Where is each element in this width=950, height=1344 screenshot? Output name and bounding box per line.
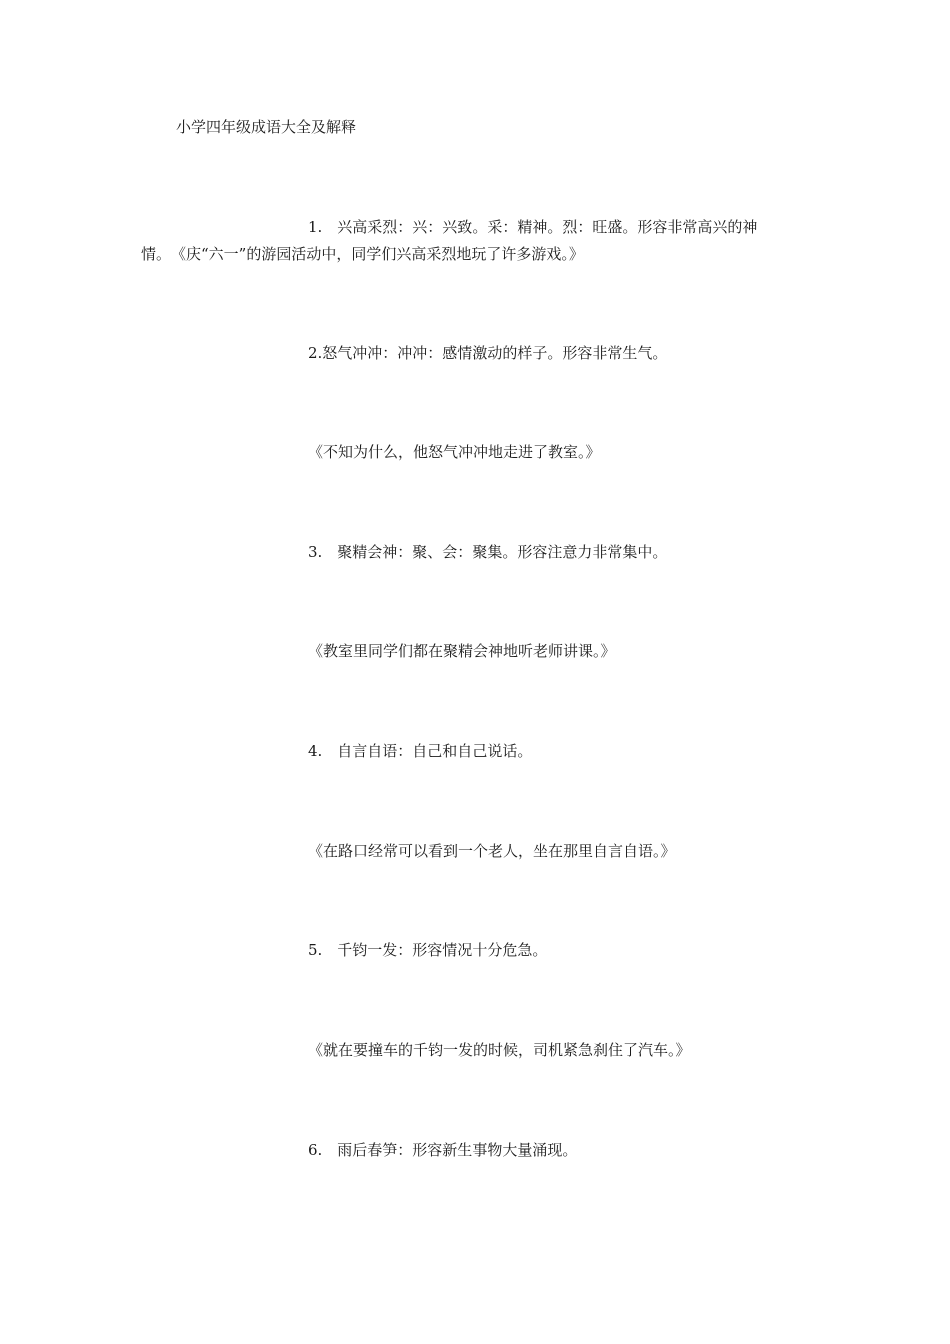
entry-5-example: 《就在要撞车的千钧一发的时候，司机紧急刹住了汽车。》 — [308, 1041, 691, 1059]
entry-6-definition: 6. 雨后春笋：形容新生事物大量涌现。 — [308, 1141, 578, 1159]
entry-2-example: 《不知为什么，他怒气冲冲地走进了教室。》 — [308, 443, 601, 461]
entry-4-definition: 4. 自言自语：自己和自己说话。 — [308, 742, 533, 760]
entry-1-definition-line-2: 情。 《庆“六一”的游园活动中，同学们兴高采烈地玩了许多游戏。》 — [141, 245, 584, 263]
entry-3-example: 《教室里同学们都在聚精会神地听老师讲课。》 — [308, 642, 616, 660]
entry-5-definition: 5. 千钧一发：形容情况十分危急。 — [308, 941, 548, 959]
entry-4-example: 《在路口经常可以看到一个老人，坐在那里自言自语。》 — [308, 842, 676, 860]
entry-1-definition-line-1: 1. 兴高采烈：兴：兴致。采：精神。烈：旺盛。形容非常高兴的神 — [308, 218, 758, 236]
entry-3-definition: 3. 聚精会神：聚、会：聚集。形容注意力非常集中。 — [308, 543, 668, 561]
document-title: 小学四年级成语大全及解释 — [176, 118, 357, 136]
entry-2-definition: 2.怒气冲冲：冲冲：感情激动的样子。形容非常生气。 — [308, 344, 668, 362]
